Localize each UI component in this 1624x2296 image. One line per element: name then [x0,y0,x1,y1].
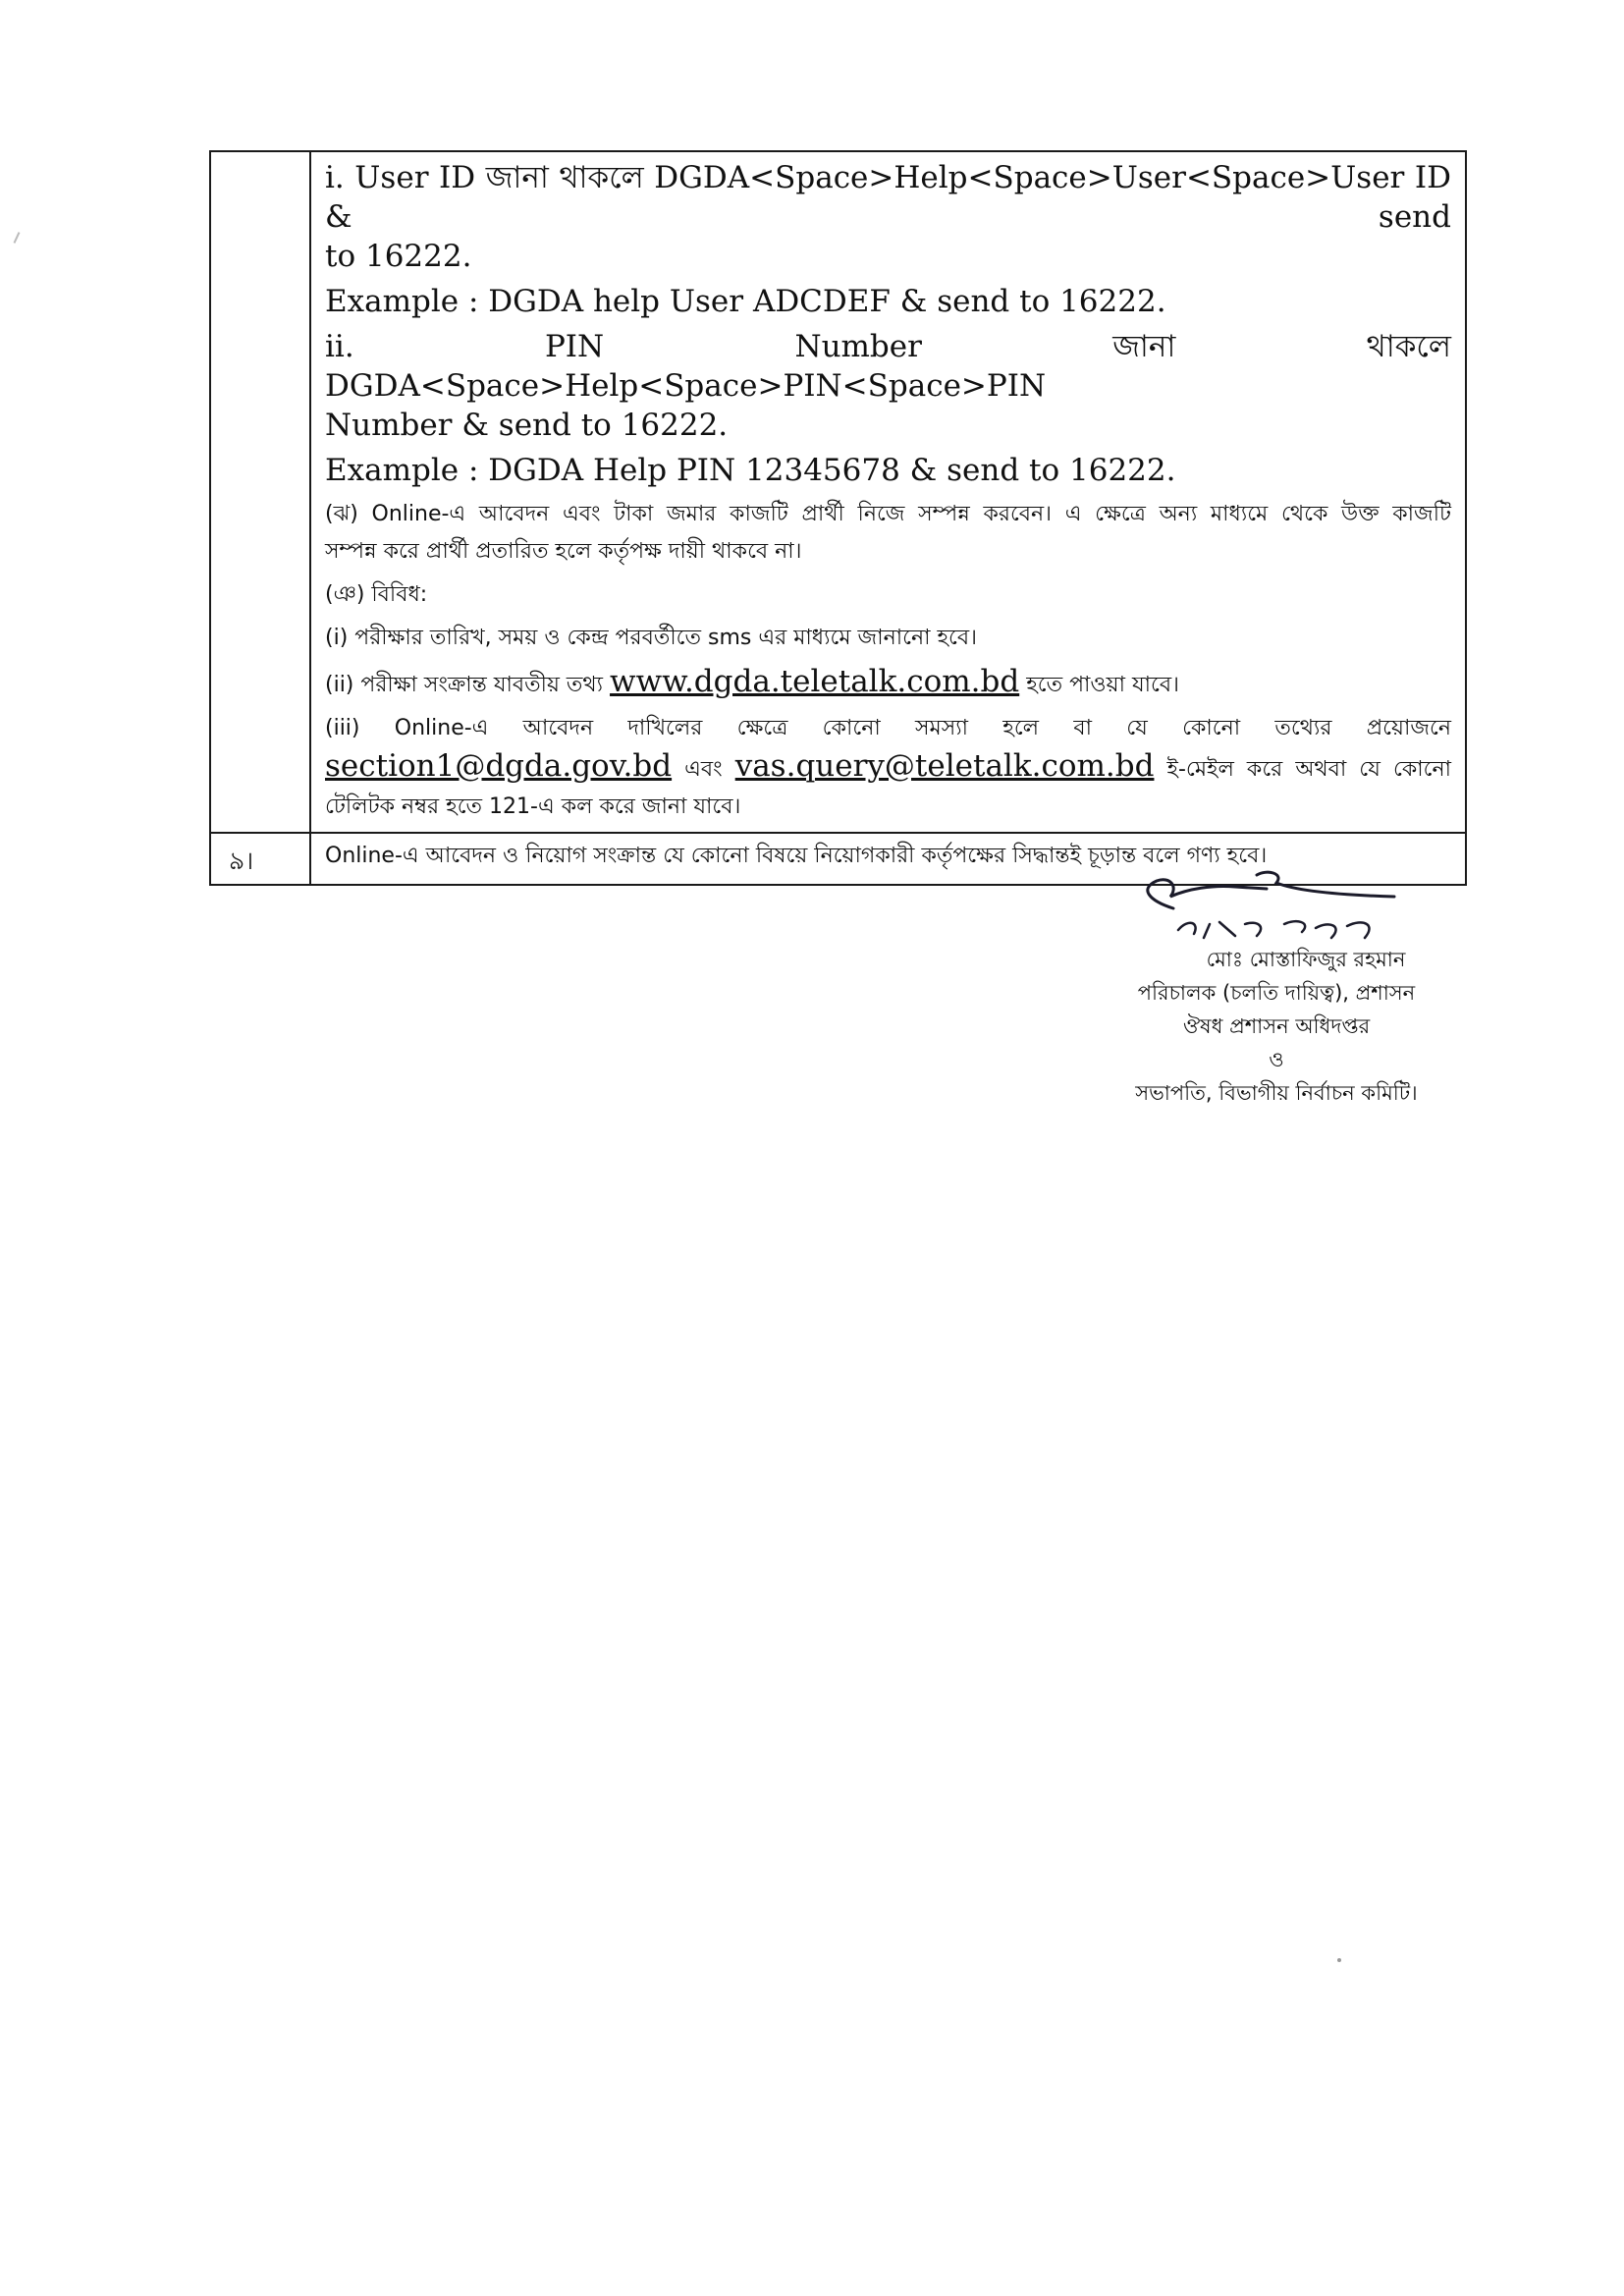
final-decision-note: Online-এ আবেদন ও নিয়োগ সংক্রান্ত যে কোনো বিষয়ে নিয়োগকারী কর্তৃপক্ষের সিদ্ধান্তই চূড়ান্ত বলে গণ্য হবে। [325,844,1268,868]
signatory-committee: সভাপতি, বিভাগীয় নির্বাচন কমিটি। [1135,1081,1418,1105]
misc-item-website-prefix: (ii) পরীক্ষা সংক্রান্ত যাবতীয় তথ্য [325,673,604,697]
online-payment-note-cont: সম্পন্ন করে প্রার্থী প্রতারিত হলে কর্তৃপক্ষ দায়ী থাকবে না। [325,539,802,564]
misc-item-support-emails [325,747,1451,789]
email-conjunction: এবং [684,757,723,782]
pin-instruction-cont: Number & send to 16222. [325,408,729,443]
email-link-teletalk[interactable]: vas.query@teletalk.com.bd [734,748,1155,784]
misc-item-support: (iii) Online-এ আবেদন দাখিলের ক্ষেত্রে কোনো সমস্যা হলে বা যে কোনো তথ্যের প্রয়োজনে [325,716,1451,740]
signatory-designation: পরিচালক (চলতি দায়িত্ব), প্রশাসন [1137,981,1416,1005]
pin-instruction: ii. PIN Number জানা থাকলে DGDA<Space>Help<Space>PIN<Space>PIN [325,329,1451,404]
scan-speck [1337,1958,1341,1962]
row-number-cell [210,151,310,833]
signatory-conjunction: ও [1269,1048,1284,1071]
misc-heading: (ঞ) বিবিধ: [325,582,428,607]
misc-item-sms: (i) পরীক্ষার তারিখ, সময় ও কেন্দ্র পরবর্তীতে sms এর মাধ্যমে জানানো হবে। [325,626,977,650]
signatory-name: মোঃ মোস্তাফিজুর রহমান [1206,948,1406,971]
signatory-office: ঔষধ প্রশাসন অধিদপ্তর [1182,1014,1371,1038]
pin-example: Example : DGDA Help PIN 12345678 & send to 16222. [325,453,1176,488]
signature-block [1090,943,1463,1110]
misc-item-support-call: টেলিটক নম্বর হতে 121-এ কল করে জানা যাবে। [325,794,741,819]
misc-item-website-suffix: হতে পাওয়া যাবে। [1026,673,1179,697]
scan-speck [14,232,21,244]
online-payment-note: (ঝ) Online-এ আবেদন এবং টাকা জমার কাজটি প্রার্থী নিজে সম্পন্ন করবেন। এ ক্ষেত্রে অন্য মাধ্যমে থেকে উক্ত কাজটি [325,502,1451,526]
instructions-table [209,150,1467,886]
user-id-example: Example : DGDA help User ADCDEF & send to 16222. [325,284,1166,319]
row-number-cell: ৯। [210,833,310,885]
user-id-instruction: i. User ID জানা থাকলে DGDA<Space>Help<Space>User<Space>User ID & send [325,160,1451,235]
misc-item-website [325,663,1451,704]
website-link[interactable]: www.dgda.teletalk.com.bd [610,664,1020,699]
row-content-cell [310,151,1466,833]
user-id-instruction-cont: to 16222. [325,239,472,274]
table-row [210,151,1466,833]
email-suffix: ই-মেইল করে অথবা যে কোনো [1166,757,1451,782]
email-link-dgda[interactable]: section1@dgda.gov.bd [325,748,673,784]
